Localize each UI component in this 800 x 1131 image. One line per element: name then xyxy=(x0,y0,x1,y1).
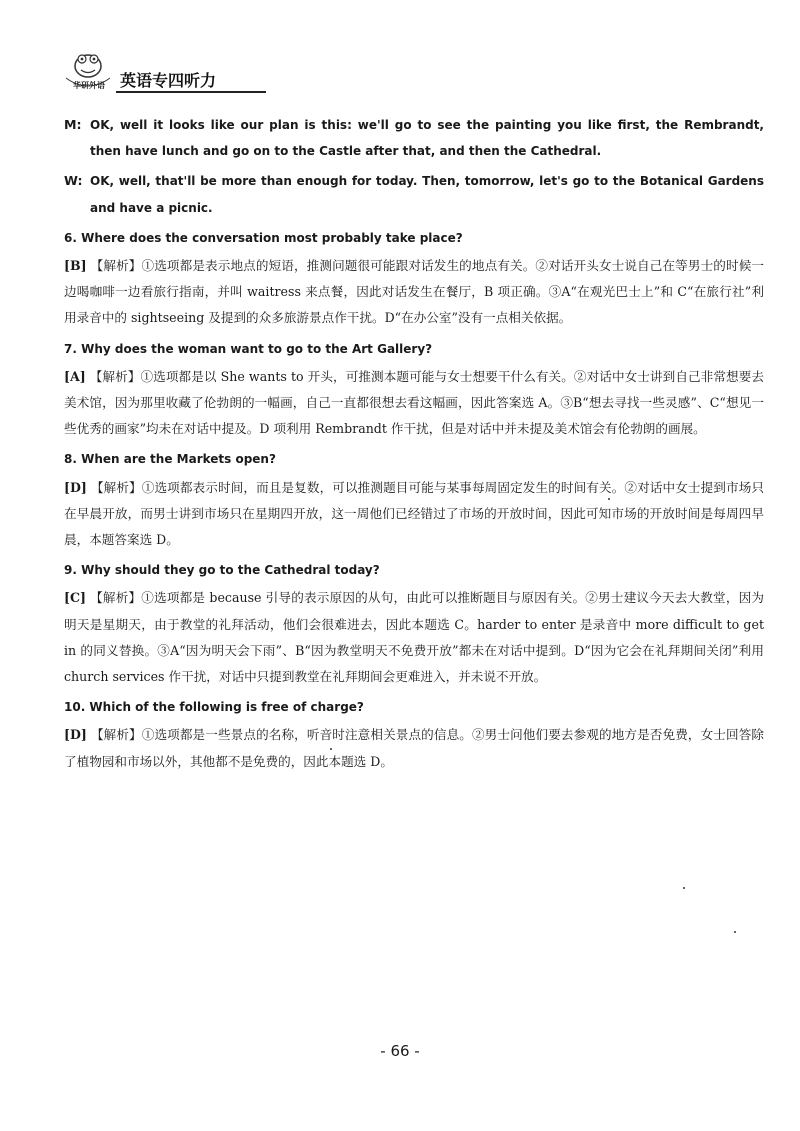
page-number: - 66 - xyxy=(380,1042,420,1060)
scan-speck xyxy=(608,498,610,500)
question-title: 6. Where does the conversation most probably take place? xyxy=(64,230,463,245)
explanation-text: 【解析】①选项都是 because 引导的表示原因的从句，由此可以推断题目与原因有关。②男士建议今天去大教堂，因为明天是星期天，由于教堂的礼拜活动，他们会很难进去，因此本题选 C。harder to enter 是录音中 more difficult to get in 的同义替换。③A“因为明天会下雨”、B“因为教堂明天不免费开放”都未在对话中提到。D“因为它会在礼拜期间关闭”利用 church services 作干扰，对话中只提到教堂在礼拜期间会更难进入，并未说不开放。 xyxy=(64,590,764,685)
answer-explanation xyxy=(64,722,764,774)
publisher-logo xyxy=(62,50,114,96)
answer-key: [D] xyxy=(64,727,87,743)
explanation-text: 【解析】①选项都是表示地点的短语，推测问题很可能跟对话发生的地点有关。②对话开头女士说自己在等男士的时候一边喝咖啡一边看旅行指南，并叫 waitress 来点餐，因此对话发生在餐厅，B 项正确。③A“在观光巴士上”和 C“在旅行社”利用录音中的 sightseeing 及提到的众多旅游景点作干扰。D“在办公室”没有一点相关依据。 xyxy=(64,258,764,326)
scan-speck xyxy=(683,887,685,889)
scan-speck xyxy=(734,931,736,933)
question-title: 9. Why should they go to the Cathedral today? xyxy=(64,563,380,578)
question-title: 7. Why does the woman want to go to the Art Gallery? xyxy=(64,341,433,356)
dialogue-line xyxy=(64,112,764,164)
dialogue-text: OK, well it looks like our plan is this: we'll go to see the painting you like first, the Rembrandt, then have lunch and go on to the Castle after that, and then the Cathedral. xyxy=(90,118,764,159)
answer-explanation xyxy=(64,475,764,554)
header-rule xyxy=(116,91,266,93)
speaker-label: W: xyxy=(64,173,83,189)
dialogue-line xyxy=(64,168,764,220)
explanation-text: 【解析】①选项都是以 She wants to 开头，可推测本题可能与女士想要干什么有关。②对话中女士讲到自己非常想要去美术馆，因为那里收藏了伦勃朗的一幅画，自己一直都很想去看这幅画，因此答案选 A。③B“想去寻找一些灵感”、C“想见一些优秀的画家”均未在对话中提及。D 项利用 Rembrandt 作干扰，但是对话中并未提及美术馆会有伦勃朗的画展。 xyxy=(64,368,764,437)
answer-key: [D] xyxy=(64,479,87,495)
dialogue-text: OK, well, that'll be more than enough for today. Then, tomorrow, let's go to the Botanical Gardens and have a picnic. xyxy=(90,174,764,215)
answer-key: [A] xyxy=(64,368,86,384)
logo-text: 华研外语 xyxy=(73,81,105,90)
scan-speck xyxy=(330,748,332,750)
page-content xyxy=(64,112,764,779)
question-title: 10. Which of the following is free of charge? xyxy=(64,700,364,715)
answer-explanation xyxy=(64,585,764,690)
answer-key: [C] xyxy=(64,590,86,606)
answer-explanation xyxy=(64,253,764,332)
page-header xyxy=(62,50,762,100)
speaker-label: M: xyxy=(64,117,82,132)
book-title: 英语专四听力 xyxy=(120,71,217,90)
explanation-text: 【解析】①选项都表示时间，而且是复数，可以推测题目可能与某事每周固定发生的时间有关。②对话中女士提到市场只在早晨开放，而男士讲到市场只在星期四开放，这一周他们已经错过了市场的开放时间，因此可知市场的开放时间是每周四早晨，本题答案选 D。 xyxy=(64,479,764,548)
answer-key: [B] xyxy=(64,258,87,274)
answer-explanation xyxy=(64,364,764,443)
explanation-text: 【解析】①选项都是一些景点的名称，听音时注意相关景点的信息。②男士问他们要去参观的地方是否免费，女士回答除了植物园和市场以外，其他都不是免费的，因此本题选 D。 xyxy=(64,727,764,769)
question-title: 8. When are the Markets open? xyxy=(64,452,276,467)
